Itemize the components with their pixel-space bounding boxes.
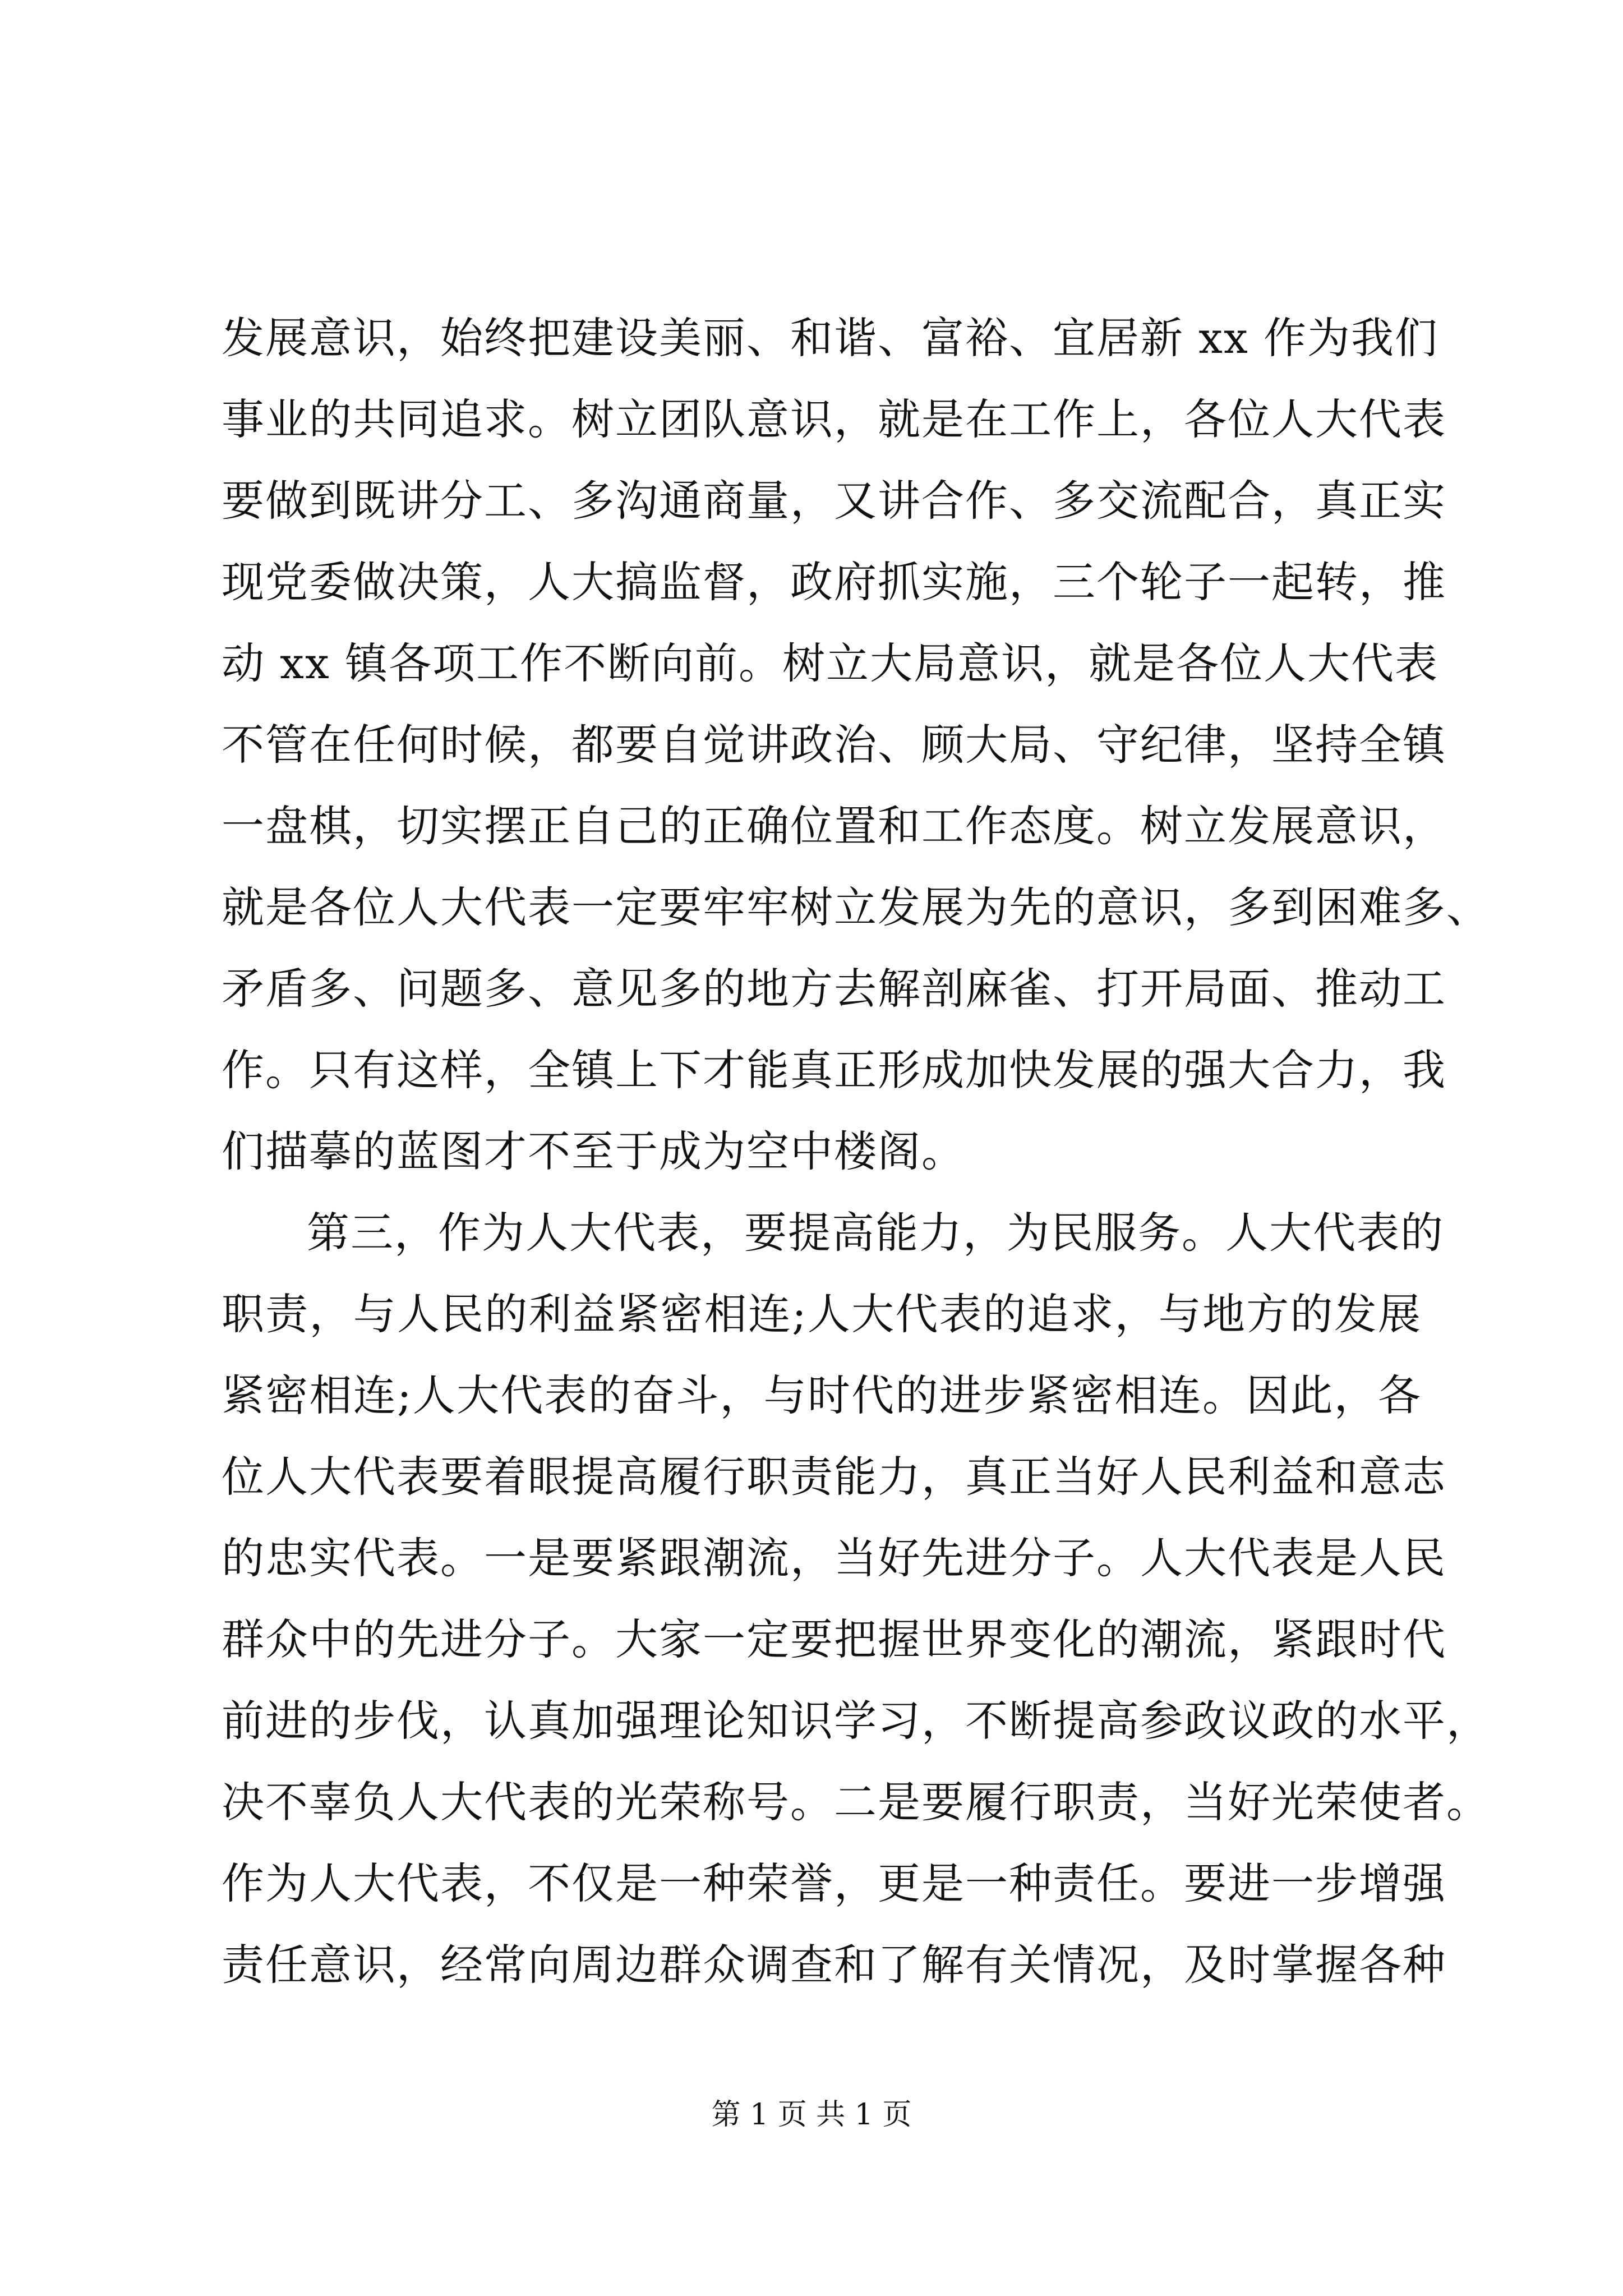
text-line: 紧密相连;人大代表的奋斗，与时代的进步紧密相连。因此，各 bbox=[222, 1370, 1422, 1420]
text-line: 发展意识，始终把建设美丽、和谐、富裕、宜居新 xx 作为我们 bbox=[222, 313, 1439, 363]
text-line: 矛盾多、问题多、意见多的地方去解剖麻雀、打开局面、推动工 bbox=[222, 964, 1446, 1014]
text-line: 前进的步伐，认真加强理论知识学习，不断提高参政议政的水平， bbox=[222, 1696, 1490, 1746]
text-line: 作。只有这样，全镇上下才能真正形成加快发展的强大合力，我 bbox=[222, 1045, 1446, 1095]
text-line: 位人大代表要着眼提高履行职责能力，真正当好人民利益和意志 bbox=[222, 1452, 1446, 1502]
text-line: 决不辜负人大代表的光荣称号。二是要履行职责，当好光荣使者。 bbox=[222, 1777, 1490, 1827]
text-line: 作为人大代表，不仅是一种荣誉，更是一种责任。要进一步增强 bbox=[222, 1858, 1446, 1908]
text-line: 的忠实代表。一是要紧跟潮流，当好先进分子。人大代表是人民 bbox=[222, 1533, 1446, 1583]
text-line: 们描摹的蓝图才不至于成为空中楼阁。 bbox=[222, 1126, 965, 1176]
text-line: 现党委做决策，人大搞监督，政府抓实施，三个轮子一起转，推 bbox=[222, 557, 1446, 607]
page-footer: 第 1 页 共 1 页 bbox=[711, 2098, 912, 2132]
text-line: 事业的共同追求。树立团队意识，就是在工作上，各位人大代表 bbox=[222, 394, 1446, 444]
text-line: 责任意识，经常向周边群众调查和了解有关情况，及时掌握各种 bbox=[222, 1940, 1446, 1990]
paragraph-start-line: 第三，作为人大代表，要提高能力，为民服务。人大代表的 bbox=[307, 1208, 1444, 1258]
text-line: 动 xx 镇各项工作不断向前。树立大局意识，就是各位人大代表 bbox=[222, 638, 1439, 688]
text-line: 一盘棋，切实摆正自己的正确位置和工作态度。树立发展意识， bbox=[222, 801, 1446, 851]
text-line: 不管在任何时候，都要自觉讲政治、顾大局、守纪律，坚持全镇 bbox=[222, 720, 1446, 770]
text-line: 职责，与人民的利益紧密相连;人大代表的追求，与地方的发展 bbox=[222, 1289, 1422, 1339]
text-line: 要做到既讲分工、多沟通商量，又讲合作、多交流配合，真正实 bbox=[222, 476, 1446, 526]
document-body bbox=[222, 297, 1490, 2005]
text-line: 就是各位人大代表一定要牢牢树立发展为先的意识，多到困难多、 bbox=[222, 882, 1490, 932]
text-line: 群众中的先进分子。大家一定要把握世界变化的潮流，紧跟时代 bbox=[222, 1614, 1446, 1664]
